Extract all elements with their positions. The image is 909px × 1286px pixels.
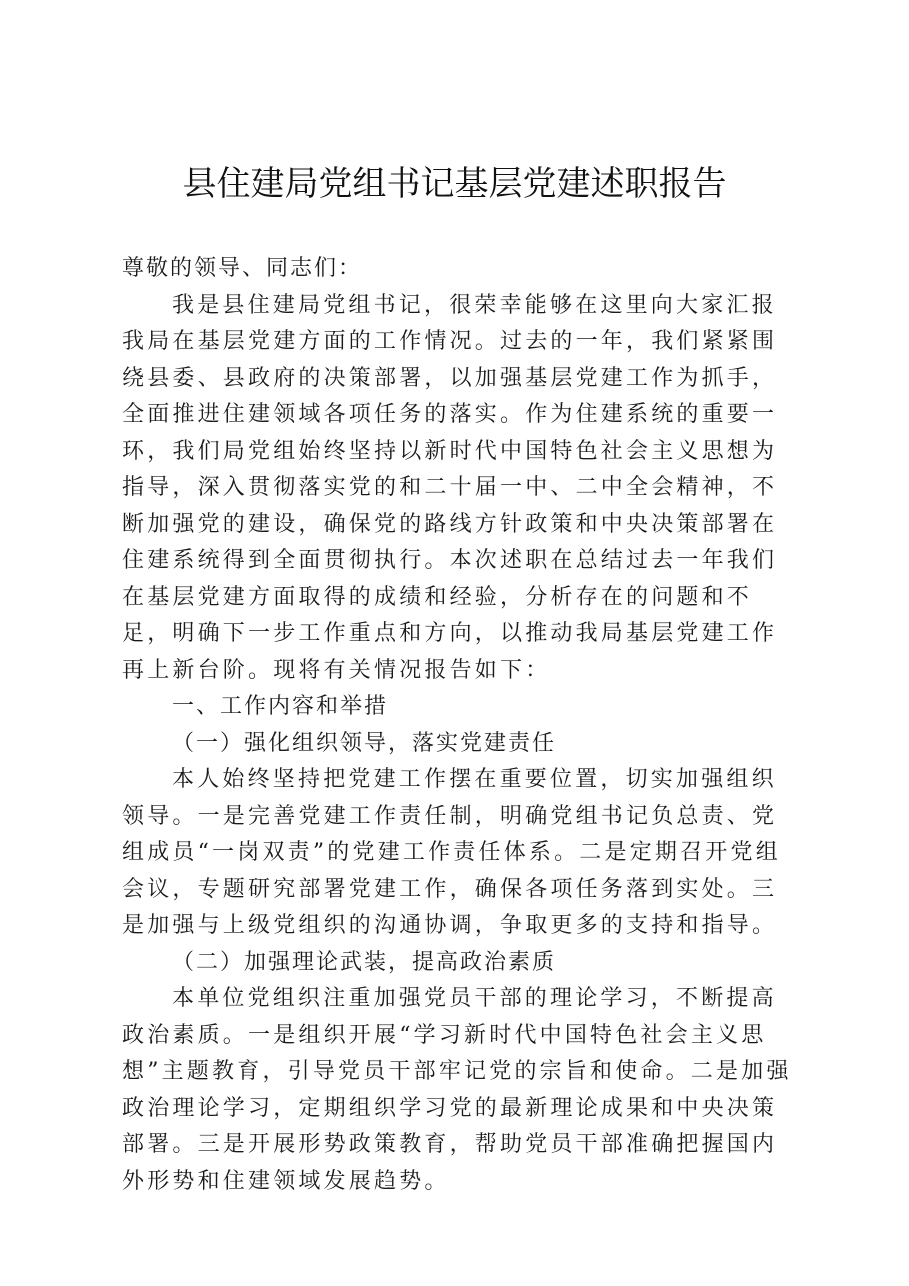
document-body	[122, 251, 797, 1200]
intro-paragraph: 我是县住建局党组书记，很荣幸能够在这里向大家汇报我局在基层党建方面的工作情况。过去的一年，我们紧紧围绕县委、县政府的决策部署，以加强基层党建工作为抓手，全面推进住建领域各项任务的落实。作为住建系统的重要一环，我们局党组始终坚持以新时代中国特色社会主义思想为指导，深入贯彻落实党的和二十届一中、二中全会精神，不断加强党的建设，确保党的路线方针政策和中央决策部署在住建系统得到全面贯彻执行。本次述职在总结过去一年我们在基层党建方面取得的成绩和经验，分析存在的问题和不足，明确下一步工作重点和方向，以推动我局基层党建工作再上新台阶。现将有关情况报告如下：	[122, 292, 778, 683]
salutation: 尊敬的领导、同志们：	[122, 256, 363, 281]
subsection-1-paragraph: 本人始终坚持把党建工作摆在重要位置，切实加强组织领导。一是完善党建工作责任制，明确党组书记负总责、党组成员“一岗双责”的党建工作责任体系。二是定期召开党组会议，专题研究部署党建工作，确保各项任务落到实处。三是加强与上级党组织的沟通协调，争取更多的支持和指导。	[122, 767, 781, 938]
subsection-heading-1: （一）强化组织领导，落实党建责任	[172, 730, 557, 756]
subsection-2-paragraph: 本单位党组织注重加强党员干部的理论学习，不断提高政治素质。一是组织开展“学习新时代中国特色社会主义思想”主题教育，引导党员干部牢记党的宗旨和使命。二是加强政治理论学习，定期组织学习党的最新理论成果和中央决策部署。三是开展形势政策教育，帮助党员干部准确把握国内外形势和住建领域发展趋势。	[122, 986, 792, 1194]
subsection-heading-2: （二）加强理论武装，提高政治素质	[172, 949, 557, 975]
document-title: 县住建局党组书记基层党建述职报告	[182, 164, 727, 204]
section-heading-1: 一、工作内容和举措	[172, 694, 389, 719]
